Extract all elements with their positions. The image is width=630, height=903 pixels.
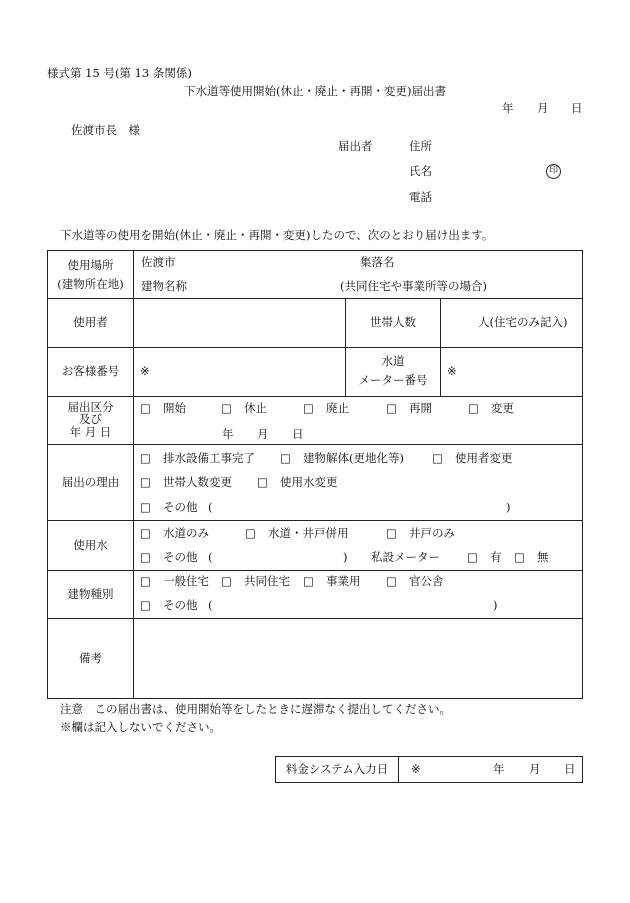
system-asterisk: ※ — [411, 762, 421, 776]
notifier-label: 届出者 — [338, 139, 373, 153]
date-year: 年 — [502, 101, 514, 115]
checkbox-household-change[interactable]: □ — [140, 475, 151, 489]
reason-user-change: 使用者変更 — [455, 451, 513, 465]
type-house: 一般住宅 — [163, 574, 209, 588]
category-start: 開始 — [163, 401, 186, 415]
checkbox-house[interactable]: □ — [140, 574, 151, 588]
checkbox-abolish[interactable]: □ — [303, 401, 314, 415]
building-name-label: 建物名称 — [141, 279, 187, 293]
meter-no-asterisk: ※ — [447, 364, 457, 378]
type-business: 事業用 — [326, 574, 361, 588]
reason-household-change: 世帯人数変更 — [163, 475, 232, 489]
form-title: 下水道等使用開始(休止・廃止・再開・変更)届出書 — [184, 84, 446, 98]
checkbox-user-change[interactable]: □ — [432, 451, 443, 465]
water-meter-label-2: メーター番号 — [358, 373, 428, 387]
checkbox-type-other[interactable]: □ — [140, 598, 151, 612]
addressee: 佐渡市長 様 — [71, 123, 140, 137]
reason-other: その他 — [163, 500, 198, 514]
reason-other-paren-open: ( — [208, 500, 213, 514]
building-note: (共同住宅や事業所等の場合) — [340, 279, 487, 293]
checkbox-official[interactable]: □ — [386, 574, 397, 588]
category-resume: 再開 — [409, 401, 432, 415]
household-label: 世帯人数 — [370, 315, 416, 329]
water-label: 使用水 — [73, 538, 108, 552]
city-text: 佐渡市 — [141, 255, 176, 269]
location-label: 使用場所 — [67, 258, 114, 272]
household-unit: 人(住宅のみ記入) — [478, 315, 568, 329]
type-official: 官公舎 — [409, 574, 444, 588]
water-only: 水道のみ — [163, 526, 209, 540]
private-meter-label: 私設メーター — [371, 550, 440, 564]
type-apartment: 共同住宅 — [244, 574, 290, 588]
checkbox-drainage-complete[interactable]: □ — [140, 451, 151, 465]
type-other-paren-close: ) — [493, 598, 498, 612]
category-label-1: 届出区分 — [67, 400, 114, 414]
remarks-label: 備考 — [79, 651, 102, 665]
date-day: 日 — [571, 101, 583, 115]
note-submit: 注意 この届出書は、使用開始等をしたときに遅滞なく提出してください。 — [60, 702, 451, 716]
water-other-paren-open: ( — [208, 550, 213, 564]
checkbox-meter-yes[interactable]: □ — [467, 550, 478, 564]
form-number: 様式第 15 号(第 13 条関係) — [47, 66, 192, 80]
checkbox-suspend[interactable]: □ — [221, 401, 232, 415]
category-day: 日 — [292, 427, 304, 441]
meter-yes: 有 — [490, 550, 502, 564]
note-asterisk: ※欄は記入しないでください。 — [60, 720, 221, 734]
location-sublabel: (建物所在地) — [57, 277, 124, 291]
reason-drainage-complete: 排水設備工事完了 — [163, 451, 255, 465]
water-other-paren-close: ) — [343, 550, 348, 564]
checkbox-water-change[interactable]: □ — [257, 475, 268, 489]
checkbox-water-well[interactable]: □ — [245, 526, 256, 540]
customer-no-asterisk: ※ — [140, 364, 150, 378]
checkbox-change[interactable]: □ — [468, 401, 479, 415]
checkbox-meter-no[interactable]: □ — [514, 550, 525, 564]
date-month: 月 — [537, 101, 549, 115]
well-only: 井戸のみ — [409, 526, 455, 540]
reason-other-paren-close: ) — [506, 500, 511, 514]
address-label: 住所 — [409, 139, 432, 153]
checkbox-well-only[interactable]: □ — [386, 526, 397, 540]
name-label: 氏名 — [409, 164, 432, 178]
system-day: 日 — [564, 762, 576, 776]
remarks-field[interactable] — [134, 619, 582, 698]
water-other: その他 — [163, 550, 198, 564]
checkbox-water-only[interactable]: □ — [140, 526, 151, 540]
intro-text: 下水道等の使用を開始(休止・廃止・再開・変更)したので、次のとおり届け出ます。 — [60, 228, 494, 242]
category-abolish: 廃止 — [326, 401, 349, 415]
checkbox-water-other[interactable]: □ — [140, 550, 151, 564]
checkbox-reason-other[interactable]: □ — [140, 500, 151, 514]
reason-demolition: 建物解体(更地化等) — [303, 451, 404, 465]
meter-no: 無 — [537, 550, 549, 564]
reason-water-change: 使用水変更 — [280, 475, 338, 489]
village-label: 集落名 — [360, 255, 395, 269]
checkbox-business[interactable]: □ — [303, 574, 314, 588]
category-suspend: 休止 — [244, 401, 267, 415]
checkbox-resume[interactable]: □ — [386, 401, 397, 415]
system-month: 月 — [529, 762, 541, 776]
category-label-3: 年 月 日 — [69, 425, 112, 439]
system-input-label: 料金システム入力日 — [285, 762, 389, 776]
checkbox-apartment[interactable]: □ — [221, 574, 232, 588]
checkbox-start[interactable]: □ — [140, 401, 151, 415]
water-meter-label-1: 水道 — [381, 354, 405, 368]
category-month: 月 — [257, 427, 269, 441]
type-other: その他 — [163, 598, 198, 612]
user-label: 使用者 — [73, 315, 108, 329]
water-and-well: 水道・井戸併用 — [268, 526, 349, 540]
reason-label: 届出の理由 — [61, 475, 120, 489]
category-change: 変更 — [491, 401, 514, 415]
system-year: 年 — [493, 762, 505, 776]
seal-icon: 印 — [546, 164, 561, 179]
customer-no-label: お客様番号 — [61, 364, 120, 378]
phone-label: 電話 — [409, 190, 432, 204]
checkbox-demolition[interactable]: □ — [280, 451, 291, 465]
category-label-2: 及び — [79, 412, 102, 426]
category-year: 年 — [222, 427, 234, 441]
type-other-paren-open: ( — [208, 598, 213, 612]
building-type-label: 建物種別 — [67, 587, 114, 601]
